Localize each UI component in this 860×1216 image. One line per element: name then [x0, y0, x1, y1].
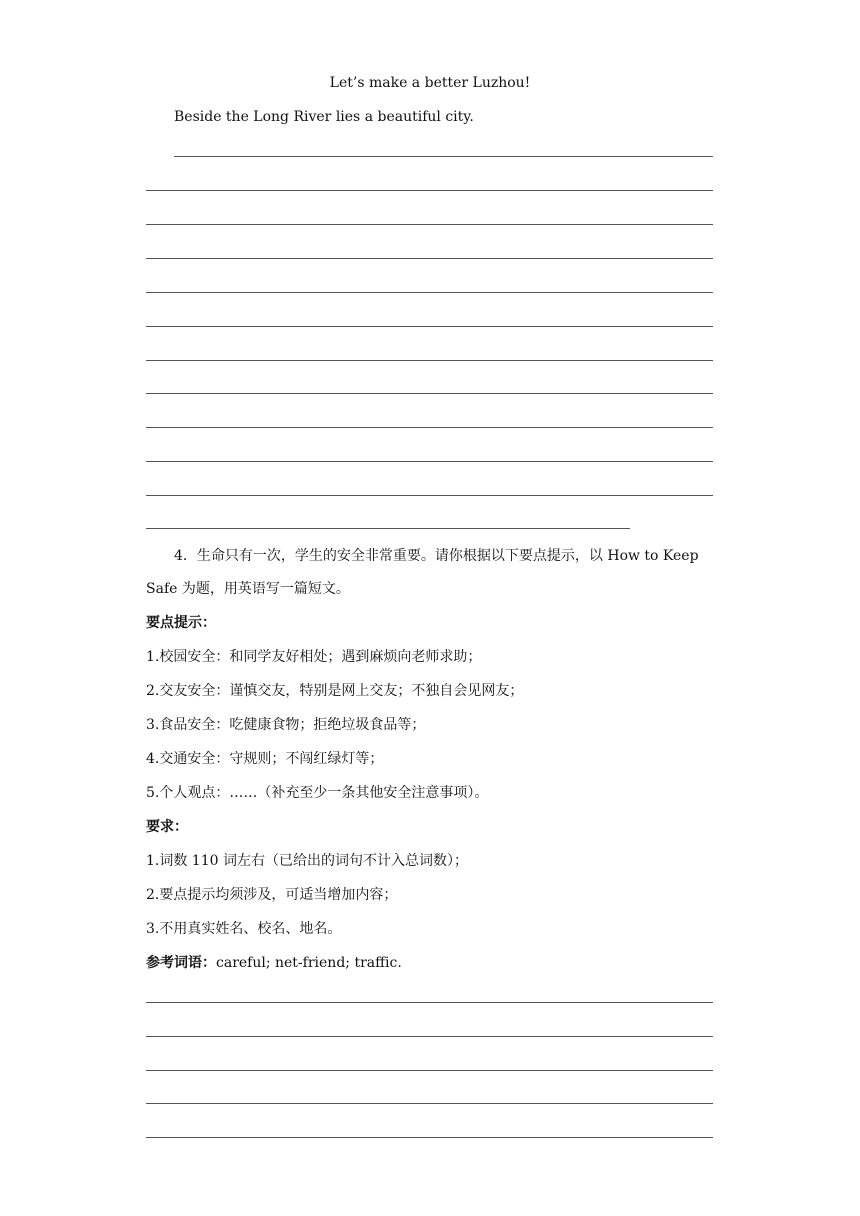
writing-line[interactable] — [146, 393, 713, 394]
point-item: 3.食品安全：吃健康食物；拒绝垃圾食品等； — [146, 717, 426, 733]
q4-prompt-line1: 4．生命只有一次，学生的安全非常重要。请你根据以下要点提示，以 How to Keep — [174, 548, 699, 564]
writing-line[interactable] — [146, 528, 630, 529]
writing-line[interactable] — [146, 495, 713, 496]
writing-line[interactable] — [146, 258, 713, 259]
q4-prompt-line2: Safe 为题，用英语写一篇短文。 — [146, 581, 350, 597]
writing-line[interactable] — [146, 360, 713, 361]
requirements-heading: 要求： — [146, 819, 188, 835]
requirement-item: 3.不用真实姓名、校名、地名。 — [146, 921, 342, 937]
writing-line[interactable] — [174, 156, 713, 157]
point-item: 5.个人观点：……（补充至少一条其他安全注意事项）。 — [146, 785, 489, 801]
requirement-item: 1.词数 110 词左右（已给出的词句不计入总词数）； — [146, 853, 468, 869]
reference-words — [146, 956, 402, 970]
points-heading: 要点提示： — [146, 615, 216, 631]
writing-line[interactable] — [146, 427, 713, 428]
point-item: 2.交友安全：谨慎交友，特别是网上交友；不独自会见网友； — [146, 683, 524, 699]
writing-line[interactable] — [146, 224, 713, 225]
writing-line[interactable] — [146, 190, 713, 191]
writing-line[interactable] — [146, 292, 713, 293]
writing-line[interactable] — [146, 1103, 713, 1104]
writing-line[interactable] — [146, 326, 713, 327]
writing-line[interactable] — [146, 461, 713, 462]
writing-line[interactable] — [146, 1036, 713, 1037]
point-item: 1.校园安全：和同学友好相处；遇到麻烦向老师求助； — [146, 649, 482, 665]
essay-title: Let’s make a better Luzhou! — [329, 75, 531, 91]
requirement-item: 2.要点提示均须涉及，可适当增加内容； — [146, 887, 398, 903]
point-item: 4.交通安全：守规则；不闯红绿灯等； — [146, 751, 384, 767]
reference-label: 参考词语： — [146, 955, 216, 971]
writing-line[interactable] — [146, 1002, 713, 1003]
reference-words-list: careful; net-friend; traffic. — [216, 955, 402, 971]
writing-line[interactable] — [146, 1070, 713, 1071]
opening-sentence: Beside the Long River lies a beautiful city. — [174, 109, 474, 125]
writing-line[interactable] — [146, 1137, 713, 1138]
